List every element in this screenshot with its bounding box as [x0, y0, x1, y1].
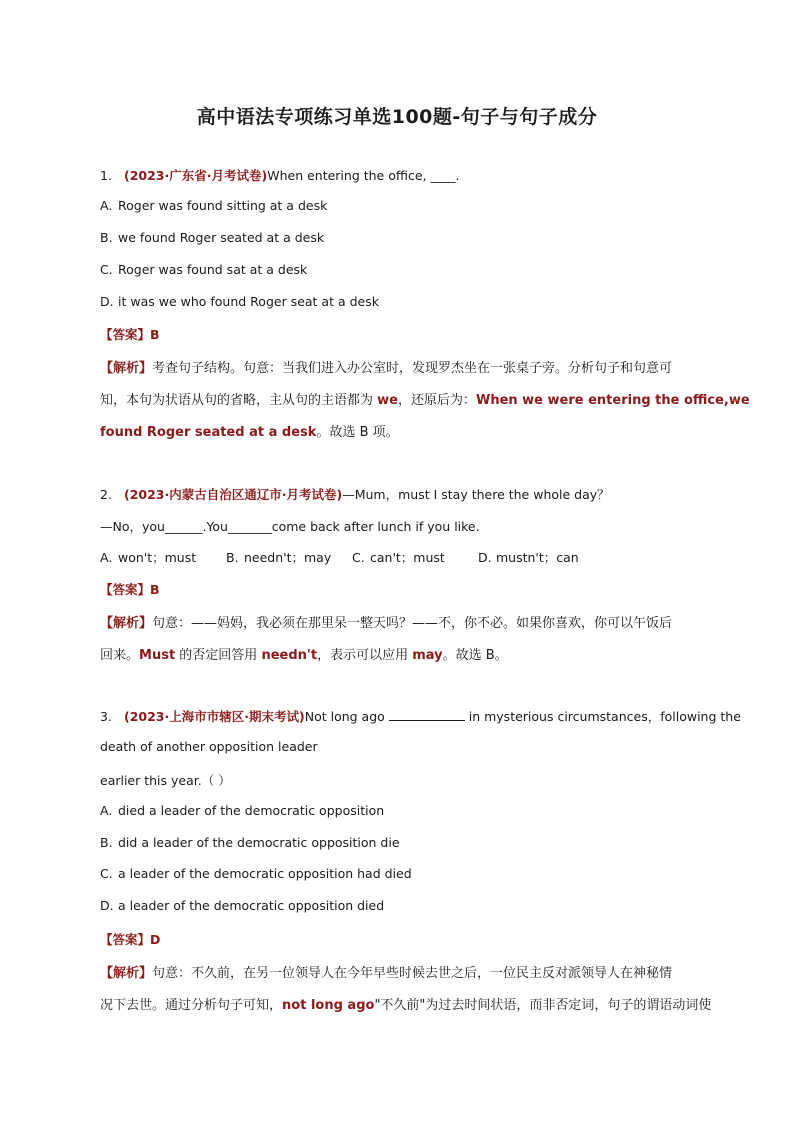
option-text: needn't；may [244, 550, 332, 565]
answer-value: B [150, 327, 160, 342]
option-letter: A. [100, 198, 113, 213]
option-text: a leader of the democratic opposition died [118, 898, 385, 913]
answer-line [100, 930, 730, 948]
question-3-stem [100, 707, 741, 725]
answer-label: 【答案】 [100, 582, 151, 597]
option-text: it was we who found Roger seat at a desk [118, 294, 379, 309]
analysis-line [100, 644, 730, 663]
analysis-label: 【解析】 [100, 616, 153, 631]
analysis-text: 。故选 B。 [442, 648, 508, 663]
option-b [100, 230, 730, 245]
page-title: 高中语法专项练习单选100题-句子与句子成分 [196, 106, 598, 128]
answer-value: B [150, 582, 160, 597]
option-text: a leader of the democratic opposition had died [118, 866, 412, 881]
answer-label: 【答案】 [100, 327, 151, 342]
analysis-line [100, 962, 730, 981]
option-c [352, 548, 478, 566]
analysis-line [100, 389, 750, 408]
question-1-stem [100, 166, 730, 184]
question-source: (2023·内蒙古自治区通辽市·月考试卷) [124, 487, 343, 502]
highlight-text: found Roger seated at a desk [100, 425, 317, 440]
option-b [100, 835, 730, 850]
analysis-text: 考查句子结构。句意：当我们进入办公室时，发现罗杰坐在一张桌子旁。分析句子和句意可 [152, 361, 673, 376]
options-row [100, 548, 730, 566]
highlight-text: we [377, 393, 398, 408]
answer-line [100, 325, 730, 343]
question-text: in mysterious circumstances，following the [464, 709, 741, 724]
option-text: Roger was found sat at a desk [118, 262, 308, 277]
option-b [226, 548, 352, 566]
option-a [100, 198, 730, 213]
option-letter: C. [100, 262, 113, 277]
analysis-text: 况下去世。通过分析句子可知， [100, 998, 283, 1013]
option-letter: B. [100, 230, 113, 245]
option-text: Roger was found sitting at a desk [118, 198, 328, 213]
option-letter: C. [100, 866, 113, 881]
question-number: 1. [100, 168, 112, 183]
option-text: died a leader of the democratic opposition [118, 803, 385, 818]
question-number: 3. [100, 709, 112, 724]
option-letter: D. [100, 898, 114, 913]
analysis-text: 。故选 B 项。 [316, 425, 399, 440]
option-letter: D. [478, 550, 492, 565]
option-a [100, 548, 226, 566]
answer-label: 【答案】 [100, 932, 151, 947]
analysis-text: 的否定回答用 [175, 648, 262, 663]
highlight-text: may [412, 648, 443, 663]
analysis-line [100, 421, 730, 440]
option-a [100, 803, 730, 818]
option-text: can't；must [370, 550, 445, 565]
option-c [100, 262, 730, 277]
analysis-text: ，还原后为： [397, 393, 476, 408]
question-source: (2023·上海市市辖区·期末考试) [124, 709, 305, 724]
answer-value: D [150, 932, 161, 947]
question-2-line2: —No，you______.You_______come back after lunch if you like. [100, 519, 480, 534]
question-text: Not long ago [304, 709, 389, 724]
question-3-line2: death of another opposition leader [100, 739, 318, 754]
answer-blank [389, 709, 465, 721]
question-2-stem [100, 485, 730, 503]
option-d [100, 898, 730, 913]
highlight-text: not long ago [282, 998, 375, 1013]
analysis-line [100, 994, 730, 1013]
analysis-text: ，表示可以应用 [317, 648, 413, 663]
option-text: won't；must [118, 550, 197, 565]
option-text: did a leader of the democratic opposition die [118, 835, 400, 850]
answer-line [100, 580, 730, 598]
question-number: 2. [100, 487, 112, 502]
analysis-label: 【解析】 [100, 361, 153, 376]
analysis-label: 【解析】 [100, 966, 153, 981]
option-c [100, 866, 730, 881]
option-letter: A. [100, 550, 113, 565]
analysis-text: 句意：——妈妈，我必须在那里呆一整天吗？——不，你不必。如果你喜欢，你可以午饭后 [152, 616, 673, 631]
option-letter: C. [352, 550, 365, 565]
highlight-text: needn't [261, 648, 318, 663]
option-text: we found Roger seated at a desk [118, 230, 325, 245]
option-text: mustn't；can [496, 550, 579, 565]
option-d [100, 294, 730, 309]
question-text: —Mum，must I stay there the whole day？ [342, 487, 610, 502]
option-d [478, 548, 579, 566]
analysis-text: 回来。 [100, 648, 140, 663]
highlight-text: When we were entering the office,we [475, 393, 750, 408]
question-3-line3: earlier this year.（ ） [100, 773, 231, 788]
option-letter: B. [226, 550, 239, 565]
analysis-text: 句意：不久前，在另一位领导人在今年早些时候去世之后，一位民主反对派领导人在神秘情 [152, 966, 673, 981]
highlight-text: Must [139, 648, 176, 663]
analysis-text: 知，本句为状语从句的省略，主从句的主语都为 [100, 393, 378, 408]
question-source: (2023·广东省·月考试卷) [124, 168, 268, 183]
analysis-text: "不久前"为过去时间状语，而非否定词，句子的谓语动词使 [374, 998, 712, 1013]
option-letter: A. [100, 803, 113, 818]
analysis-line [100, 357, 730, 376]
analysis-line [100, 612, 730, 631]
question-text: When entering the office, ____. [267, 168, 460, 183]
option-letter: B. [100, 835, 113, 850]
option-letter: D. [100, 294, 114, 309]
